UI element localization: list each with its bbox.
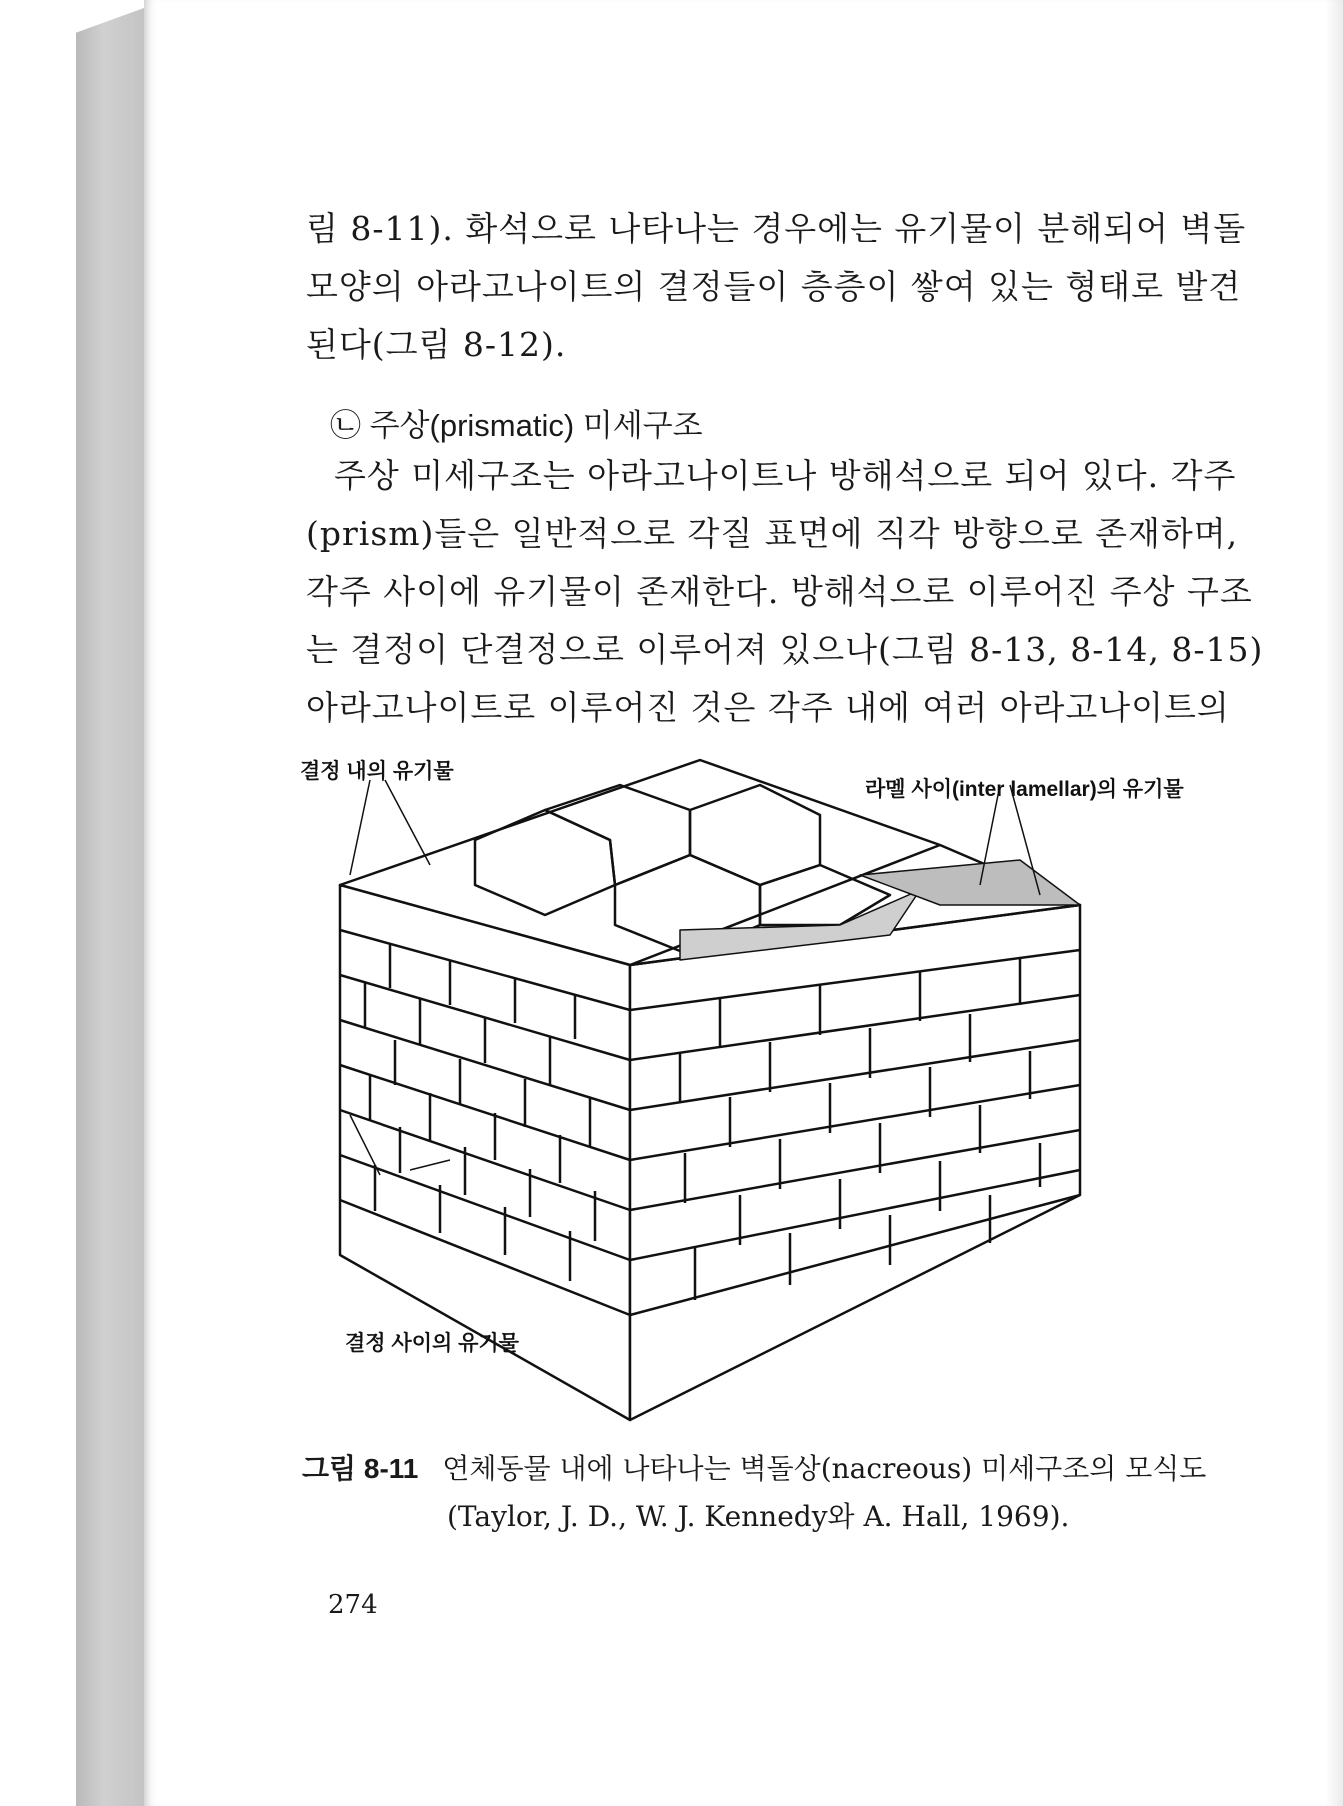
paragraph-continuation xyxy=(306,200,1247,374)
paragraph-line: 된다(그림 8-12). xyxy=(306,325,567,364)
section-heading: ㉡ 주상(prismatic) 미세구조 xyxy=(330,408,703,443)
page-edge-shadow xyxy=(1325,0,1343,1806)
book-spine xyxy=(76,0,144,1806)
figure-caption xyxy=(302,1445,1207,1541)
caption-text: 연체동물 내에 나타나는 벽돌상(nacreous) 미세구조의 모식도 xyxy=(442,1452,1207,1485)
paragraph-line: 아라고나이트로 이루어진 것은 각주 내에 여러 아라고나이트의 xyxy=(306,688,1230,727)
caption-citation: (Taylor, J. D., W. J. Kennedy와 A. Hall, 1969). xyxy=(447,1500,1070,1533)
page-number: 274 xyxy=(328,1590,378,1620)
paragraph-line: (prism)들은 일반적으로 각질 표면에 직각 방향으로 존재하며, xyxy=(306,514,1239,553)
figure-label-intracrystalline: 결정 내의 유기물 xyxy=(300,760,454,783)
nacreous-structure-figure xyxy=(300,755,1220,1435)
book-spine-corner xyxy=(76,0,144,40)
paragraph-line: 각주 사이에 유기물이 존재한다. 방해석으로 이루어진 주상 구조 xyxy=(306,572,1253,611)
figure-label-interlamellar: 라멜 사이(inter lamellar)의 유기물 xyxy=(865,778,1184,801)
paragraph-line: 는 결정이 단결정으로 이루어져 있으나(그림 8-13, 8-14, 8-15) xyxy=(306,630,1264,669)
figure-label-intercrystalline: 결정 사이의 유기물 xyxy=(345,1332,519,1355)
paragraph-line: 모양의 아라고나이트의 결정들이 층층이 쌓여 있는 형태로 발견 xyxy=(306,267,1242,306)
caption-label: 그림 8-11 xyxy=(302,1453,419,1484)
paragraph-prismatic xyxy=(306,447,1264,737)
paragraph-line: 주상 미세구조는 아라고나이트나 방해석으로 되어 있다. 각주 xyxy=(334,456,1237,495)
paragraph-line: 림 8-11). 화석으로 나타나는 경우에는 유기물이 분해되어 벽돌 xyxy=(306,209,1247,248)
